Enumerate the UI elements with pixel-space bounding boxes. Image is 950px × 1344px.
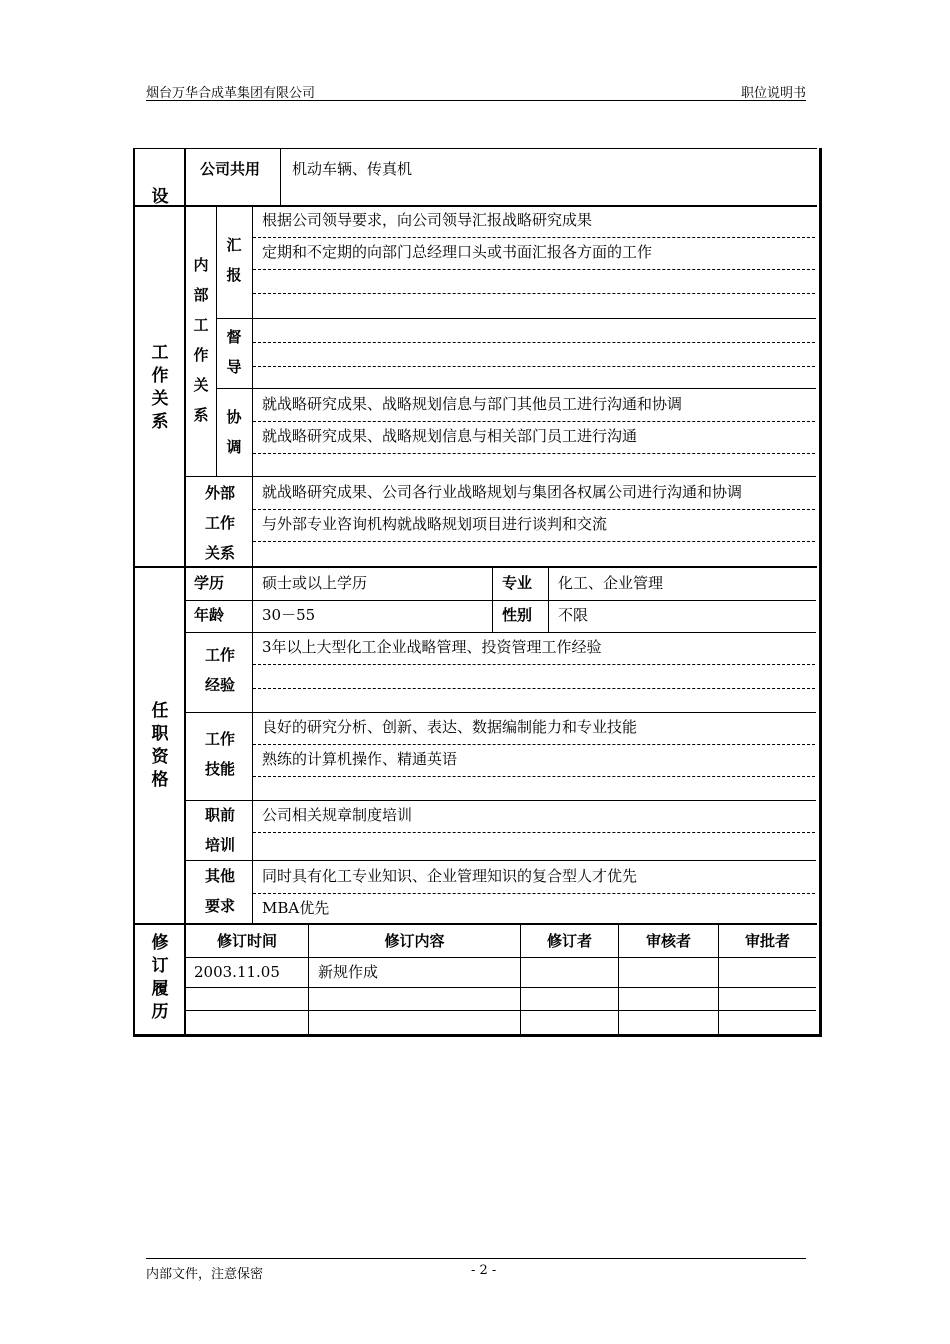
dashed-line: [253, 237, 815, 238]
gender-value: 不限: [558, 606, 589, 624]
education-label: 学历: [194, 574, 225, 592]
row-divider: [184, 600, 816, 601]
qualifications-section-label: 任职资格: [151, 701, 169, 790]
other-requirements-label: 其他要求: [204, 867, 235, 915]
row-divider: [184, 957, 816, 958]
page-header: [146, 80, 806, 101]
dashed-line: [253, 293, 815, 294]
training-label: 职前培训: [204, 806, 235, 854]
skills-line-1: 良好的研究分析、创新、表达、数据编制能力和专业技能: [262, 718, 638, 736]
confidential-notice: 内部文件，注意保密: [146, 1267, 264, 1282]
dashed-line: [253, 421, 815, 422]
report-label: 汇报: [226, 236, 242, 284]
table-top-border: [133, 148, 817, 149]
experience-line-1: 3年以上大型化工企业战略管理、投资管理工作经验: [262, 638, 602, 656]
label-column-divider: [184, 148, 186, 1034]
revision-row-content: 新规作成: [318, 963, 379, 981]
experience-label: 工作经验: [204, 646, 235, 694]
shared-value: 机动车辆、传真机: [292, 160, 413, 178]
page-footer: [146, 1258, 806, 1282]
dashed-line: [253, 776, 815, 777]
training-line-1: 公司相关规章制度培训: [262, 806, 413, 824]
revision-col-time: 修订时间: [216, 932, 277, 950]
major-value: 化工、企业管理: [558, 574, 664, 592]
major-label: 专业: [502, 574, 533, 592]
supervise-label: 督导: [226, 328, 242, 376]
dashed-line: [253, 269, 815, 270]
age-value: 30－55: [262, 606, 316, 624]
shared-label: 公司共用: [200, 160, 261, 178]
equipment-divider: [280, 148, 281, 206]
report-line-2: 定期和不定期的向部门总经理口头或书面汇报各方面的工作: [262, 243, 653, 261]
section-divider: [133, 205, 817, 207]
content-divider: [252, 206, 253, 566]
relations-section-label: 工作关系: [151, 343, 169, 432]
document-type: 职位说明书: [740, 86, 806, 101]
dashed-line: [253, 688, 815, 689]
coordinate-label: 协调: [226, 408, 242, 456]
dashed-line: [253, 664, 815, 665]
external-line-2: 与外部专业咨询机构就战略规划项目进行谈判和交流: [262, 515, 608, 533]
page-number: - 2 -: [471, 1263, 497, 1278]
gender-label: 性别: [502, 606, 533, 624]
dashed-line: [253, 744, 815, 745]
internal-divider: [216, 206, 217, 476]
age-label: 年龄: [194, 606, 225, 624]
dashed-line: [253, 342, 815, 343]
coordinate-line-2: 就战略研究成果、战略规划信息与相关部门员工进行沟通: [262, 427, 638, 445]
equipment-section-label: 设: [151, 187, 169, 207]
row-divider: [216, 318, 816, 319]
row-divider: [216, 388, 816, 389]
section-divider: [133, 566, 817, 568]
dashed-line: [253, 893, 815, 894]
row-divider: [184, 800, 816, 801]
skills-label: 工作技能: [204, 730, 235, 778]
row-divider: [184, 632, 816, 633]
row-divider: [184, 860, 816, 861]
external-line-1: 就战略研究成果、公司各行业战略规划与集团各权属公司进行沟通和协调: [262, 483, 743, 501]
revision-col-content: 修订内容: [384, 932, 445, 950]
revision-col-reviewer: 审核者: [645, 932, 691, 950]
skills-line-2: 熟练的计算机操作、精通英语: [262, 750, 458, 768]
revision-col-approver: 审批者: [744, 932, 790, 950]
coordinate-line-1: 就战略研究成果、战略规划信息与部门其他员工进行沟通和协调: [262, 395, 683, 413]
content-divider: [252, 567, 253, 924]
revision-row-date: 2003.11.05: [194, 963, 280, 981]
row-divider: [184, 476, 816, 477]
other-line-1: 同时具有化工专业知识、企业管理知识的复合型人才优先: [262, 867, 638, 885]
revision-col-reviser: 修订者: [546, 932, 592, 950]
revisions-section-label: 修订履历: [151, 933, 169, 1022]
dashed-line: [253, 453, 815, 454]
report-line-1: 根据公司领导要求，向公司领导汇报战略研究成果: [262, 211, 593, 229]
row-divider: [184, 987, 816, 988]
dashed-line: [253, 541, 815, 542]
row-divider: [184, 1010, 816, 1011]
section-divider: [133, 923, 817, 925]
education-value: 硕士或以上学历: [262, 574, 368, 592]
dashed-line: [253, 832, 815, 833]
internal-relations-label: 内部工作关系: [193, 256, 209, 424]
row-divider: [184, 712, 816, 713]
other-line-2: MBA优先: [262, 899, 330, 917]
dashed-line: [253, 509, 815, 510]
dashed-line: [253, 366, 815, 367]
external-relations-label: 外部工作关系: [204, 484, 235, 562]
company-name: 烟台万华合成革集团有限公司: [146, 86, 316, 101]
